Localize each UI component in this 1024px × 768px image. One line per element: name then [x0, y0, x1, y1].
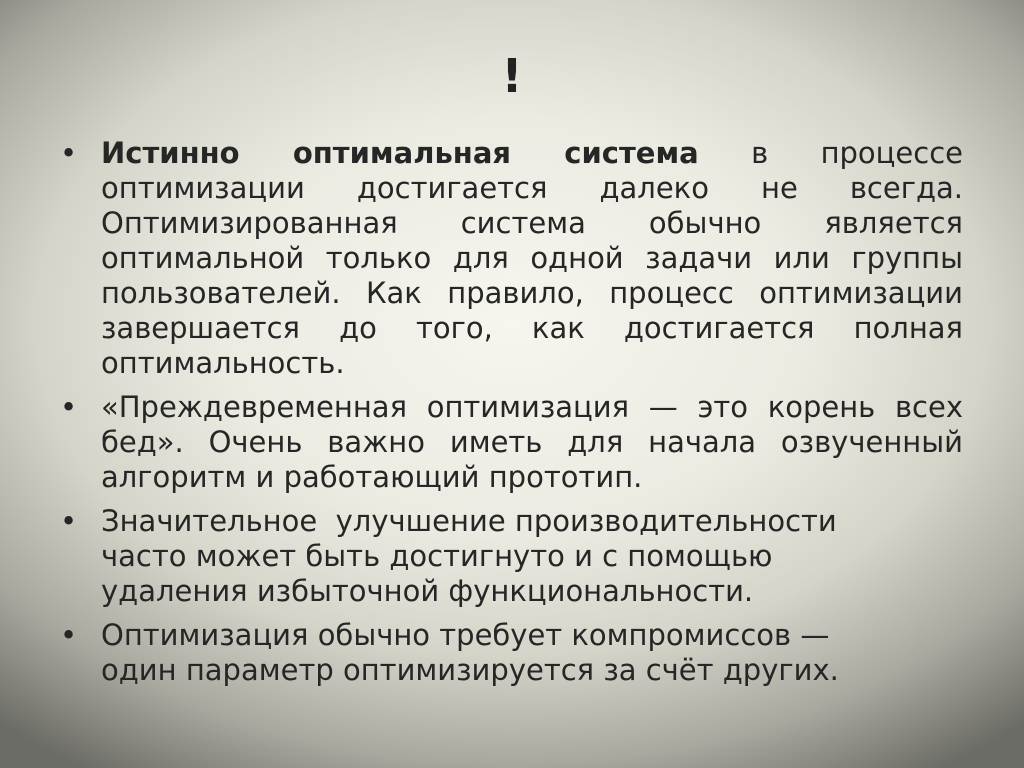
bullet-icon: • [60, 504, 78, 538]
bullet-item-premature-optimization [60, 390, 963, 495]
bullet-icon: • [60, 136, 78, 170]
slide-title: ! [501, 49, 523, 103]
bullet-text: «Преждевременная оптимизация — это корень всех бед». Очень важно иметь для начала озвученный алгоритм и работающий прототип. [101, 390, 963, 494]
bullet-list [60, 136, 963, 697]
bullet-icon: • [60, 390, 78, 424]
bullet-item-performance-improvement [60, 504, 963, 609]
bullet-item-tradeoffs [60, 618, 963, 688]
bullet-icon: • [60, 618, 78, 652]
bullet-text: Оптимизация обычно требует компромиссов — один параметр оптимизируется за счёт других. [101, 618, 839, 687]
bullet-text: в процессе оптимизации достигается далеко не всегда. Оптимизированная система обычно является оптимальной только для одной задачи или группы пользователей. Как правило, процесс оптимизации завершается до того, как достигается полная оптимальность. [101, 136, 963, 380]
bullet-lead-text: Истинно оптимальная система [101, 136, 699, 170]
bullet-item-optimal-system [60, 136, 963, 381]
bullet-text: Значительное улучшение производительности часто может быть достигнуто и с помощью удаления избыточной функциональности. [101, 504, 846, 608]
